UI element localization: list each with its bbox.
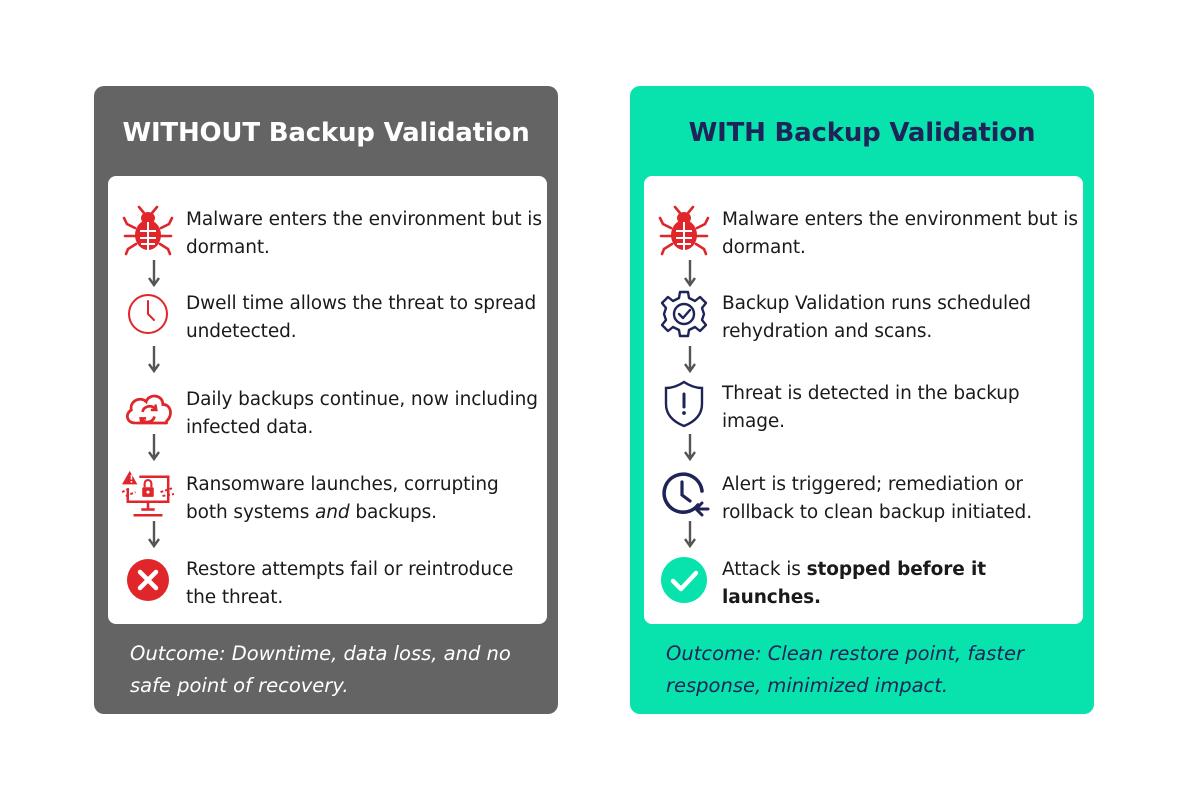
without-step-1 xyxy=(108,200,547,260)
with-outcome: Outcome: Clean restore point, faster response, minimized impact. xyxy=(666,642,1025,697)
with-step-2-text: Backup Validation runs scheduled rehydration and scans. xyxy=(722,293,1031,342)
check-circle-icon xyxy=(658,554,710,606)
without-step-3 xyxy=(108,380,547,440)
gear-check-icon xyxy=(658,288,710,340)
with-step-1-text: Malware enters the environment but is dormant. xyxy=(722,209,1078,258)
error-x-icon xyxy=(122,554,174,606)
clock-icon xyxy=(122,288,174,340)
without-step-2-text: Dwell time allows the threat to spread undetected. xyxy=(186,293,537,342)
shield-alert-icon xyxy=(658,378,710,430)
without-step-5-text: Restore attempts fail or reintroduce the threat. xyxy=(186,559,514,608)
without-step-5 xyxy=(108,550,547,610)
without-validation-panel xyxy=(94,86,558,714)
without-step-2 xyxy=(108,284,547,344)
with-step-5-text: Attack is stopped before it launches. xyxy=(722,559,987,608)
with-step-3 xyxy=(644,374,1083,434)
without-step-3-text: Daily backups continue, now including infected data. xyxy=(186,389,538,438)
bug-icon xyxy=(122,204,174,256)
with-validation-panel xyxy=(630,86,1094,714)
with-step-5 xyxy=(644,550,1083,610)
arrow-down-icon xyxy=(148,519,160,549)
with-step-4 xyxy=(644,465,1083,525)
arrow-down-icon xyxy=(684,432,696,462)
arrow-down-icon xyxy=(148,344,160,374)
with-step-1 xyxy=(644,200,1083,260)
with-steps-card xyxy=(644,176,1083,624)
ransomware-monitor-icon xyxy=(122,469,174,521)
without-step-4-text: Ransomware launches, corrupting both systems and backups. xyxy=(186,474,499,523)
without-steps-card xyxy=(108,176,547,624)
with-step-2 xyxy=(644,284,1083,344)
without-outcome: Outcome: Downtime, data loss, and no safe point of recovery. xyxy=(130,642,511,697)
with-step-3-text: Threat is detected in the backup image. xyxy=(722,383,1020,432)
with-panel-title: WITH Backup Validation xyxy=(688,118,1036,148)
without-panel-title: WITHOUT Backup Validation xyxy=(122,118,530,148)
without-step-1-text: Malware enters the environment but is dormant. xyxy=(186,209,542,258)
arrow-down-icon xyxy=(684,344,696,374)
arrow-down-icon xyxy=(148,432,160,462)
cloud-sync-icon xyxy=(122,384,174,436)
with-step-4-text: Alert is triggered; remediation or rollback to clean backup initiated. xyxy=(722,474,1032,523)
without-step-4 xyxy=(108,465,547,525)
arrow-down-icon xyxy=(684,519,696,549)
bug-icon xyxy=(658,204,710,256)
clock-rollback-icon xyxy=(658,469,710,521)
